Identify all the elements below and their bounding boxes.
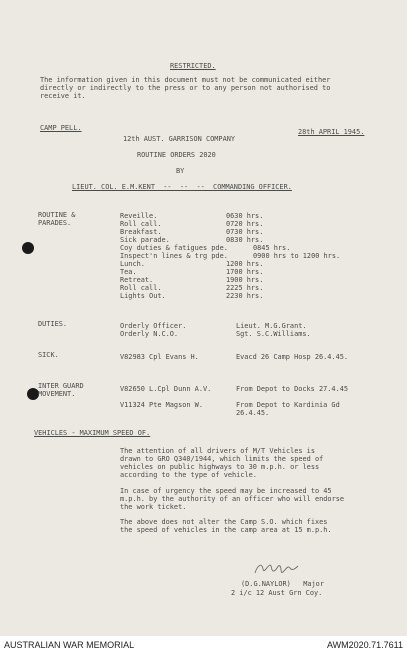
- routine-item: Retreat.: [120, 276, 154, 284]
- section-heading: SICK.: [38, 351, 59, 359]
- routine-time: 2230 hrs.: [226, 292, 264, 300]
- routine-item: Sick parade.: [120, 236, 170, 244]
- paragraph-line: according to the type of vehicle.: [120, 471, 257, 479]
- routine-item: Breakfast.: [120, 228, 162, 236]
- commanding-officer: LIEUT. COL. E.M.KENT -- -- -- COMMANDING OFFICER.: [72, 183, 292, 191]
- signatory-name: (D.G.NAYLOR) Major: [241, 580, 324, 588]
- movement-detail: From Depot to Docks 27.4.45: [236, 385, 349, 393]
- routine-time: 0730 hrs.: [226, 228, 264, 236]
- routine-item: Inspect'n lines & trg pde.: [120, 252, 228, 260]
- date-label: 28th APRIL 1945.: [298, 128, 365, 136]
- classification-label: RESTRICTED.: [170, 62, 216, 70]
- duty-person: Sgt. S.C.Williams.: [236, 330, 311, 338]
- paragraph-line: vehicles on public highways to 30 m.p.h. or less: [120, 463, 320, 471]
- routine-time: 2225 hrs.: [226, 284, 264, 292]
- sick-status: Evacd 26 Camp Hosp 26.4.45.: [236, 353, 349, 361]
- movement-person: V11324 Pte Magson W.: [120, 401, 203, 409]
- paragraph-line: the speed of vehicles in the camp area at 15 m.p.h.: [120, 526, 332, 534]
- section-heading: MOVEMENT.: [38, 390, 76, 398]
- movement-detail: From Depot to Kardinia Gd: [236, 401, 340, 409]
- paragraph-line: The attention of all drivers of M/T Vehicles is: [120, 447, 315, 455]
- routine-item: Lunch.: [120, 260, 145, 268]
- routine-item: Lights Out.: [120, 292, 166, 300]
- duty-role: Orderly N.C.O.: [120, 330, 179, 338]
- section-heading: DUTIES.: [38, 320, 68, 328]
- paragraph-line: the work ticket.: [120, 503, 187, 511]
- movement-person: V82650 L.Cpl Dunn A.V.: [120, 385, 212, 393]
- paragraph-line: m.p.h. by the authority of an officer who will endorse: [120, 495, 345, 503]
- routine-time: 1200 hrs.: [226, 260, 264, 268]
- routine-time: 0630 hrs.: [226, 212, 264, 220]
- by-label: BY: [176, 167, 185, 175]
- routine-time: 1900 hrs.: [226, 276, 264, 284]
- warning-line: directly or indirectly to the press or to any person not authorised to: [40, 84, 331, 92]
- routine-item: Roll call.: [120, 220, 162, 228]
- routine-item: Roll call.: [120, 284, 162, 292]
- routine-time: 0720 hrs.: [226, 220, 264, 228]
- routine-item: Coy duties & fatigues pde.: [120, 244, 228, 252]
- paragraph-line: drawn to GRO Q340/1944, which limits the speed of: [120, 455, 324, 463]
- place-label: CAMP PELL.: [40, 124, 82, 132]
- routine-time: 1700 hrs.: [226, 268, 264, 276]
- archive-name: AUSTRALIAN WAR MEMORIAL: [4, 640, 135, 650]
- archive-footer: [0, 636, 407, 653]
- signatory-title: 2 i/c 12 Aust Grn Coy.: [231, 589, 323, 597]
- routine-time: 0845 hrs.: [253, 244, 291, 252]
- routine-item: Reveille.: [120, 212, 158, 220]
- section-heading: PARADES.: [38, 219, 72, 227]
- section-heading: INTER GUARD: [38, 382, 84, 390]
- section-heading: VEHICLES - MAXIMUM SPEED OF.: [34, 429, 151, 437]
- orders-title: ROUTINE ORDERS 2020: [137, 151, 216, 159]
- duty-role: Orderly Officer.: [120, 322, 187, 330]
- punch-hole: [22, 242, 34, 254]
- paragraph-line: The above does not alter the Camp S.O. which fixes: [120, 518, 328, 526]
- warning-line: receive it.: [40, 92, 86, 100]
- duty-person: Lieut. M.G.Grant.: [236, 322, 307, 330]
- handwritten-signature: [252, 560, 302, 578]
- routine-time: 0830 hrs.: [226, 236, 264, 244]
- routine-time: 0900 hrs to 1200 hrs.: [253, 252, 341, 260]
- sick-person: V82983 Cpl Evans H.: [120, 353, 199, 361]
- section-heading: ROUTINE &: [38, 211, 76, 219]
- paragraph-line: In case of urgency the speed may be increased to 45: [120, 487, 332, 495]
- archive-reference: AWM2020.71.7611: [326, 640, 403, 650]
- unit-title: 12th AUST. GARRISON COMPANY: [123, 135, 236, 143]
- warning-line: The information given in this document must not be communicated either: [40, 76, 331, 84]
- routine-item: Tea.: [120, 268, 137, 276]
- movement-detail: 26.4.45.: [236, 409, 270, 417]
